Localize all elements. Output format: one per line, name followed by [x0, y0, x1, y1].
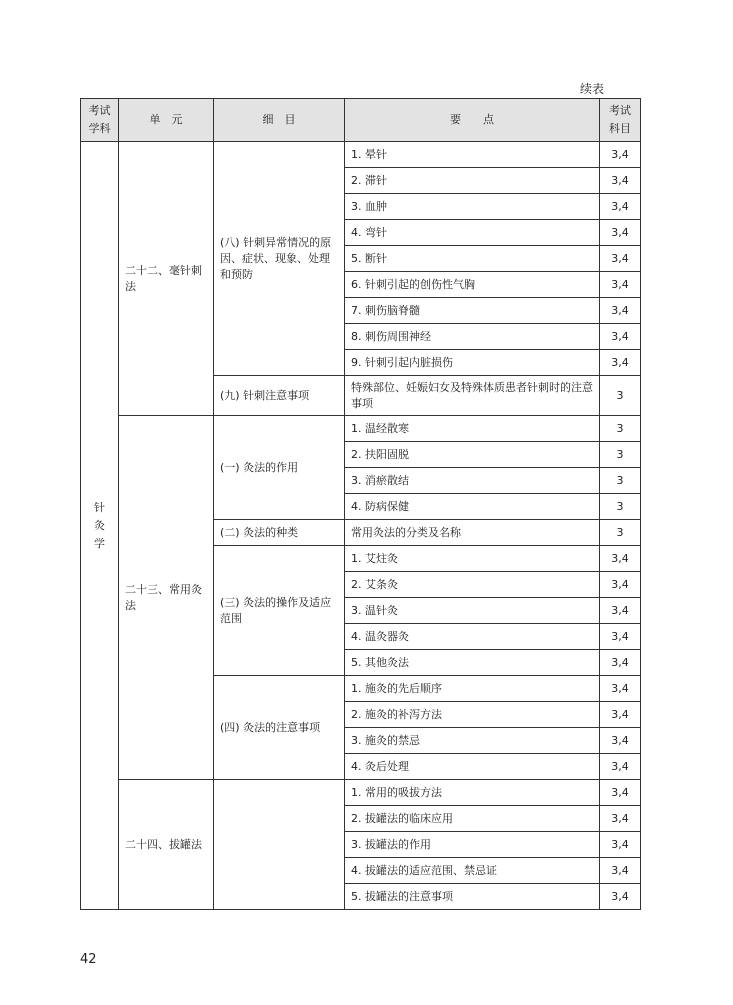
exam-cell: 3: [600, 376, 641, 416]
subject-label: 针灸学: [94, 500, 105, 550]
item-cell: (一) 灸法的作用: [214, 416, 345, 520]
point-cell: 2. 滞针: [345, 168, 600, 194]
exam-cell: 3,4: [600, 194, 641, 220]
exam-cell: 3,4: [600, 168, 641, 194]
exam-cell: 3,4: [600, 350, 641, 376]
syllabus-table: [80, 98, 641, 910]
table-header-row: [81, 99, 641, 142]
point-cell: 2. 施灸的补泻方法: [345, 702, 600, 728]
exam-cell: 3,4: [600, 220, 641, 246]
exam-cell: 3,4: [600, 806, 641, 832]
table-body: [81, 142, 641, 910]
unit-cell: 二十四、拔罐法: [119, 780, 214, 910]
subject-cell: [81, 142, 119, 910]
header-point: 要 点: [345, 99, 600, 142]
exam-cell: 3,4: [600, 832, 641, 858]
point-cell: 8. 刺伤周围神经: [345, 324, 600, 350]
exam-cell: 3: [600, 416, 641, 442]
exam-cell: 3,4: [600, 572, 641, 598]
page-number: 42: [80, 952, 97, 967]
header-subject: 考试学科: [81, 99, 119, 142]
item-cell: [214, 780, 345, 910]
point-cell: 4. 弯针: [345, 220, 600, 246]
point-cell: 2. 扶阳固脱: [345, 442, 600, 468]
point-cell: 2. 拔罐法的临床应用: [345, 806, 600, 832]
point-cell: 4. 温灸器灸: [345, 624, 600, 650]
item-cell: (二) 灸法的种类: [214, 520, 345, 546]
item-cell: (八) 针刺异常情况的原因、症状、现象、处理和预防: [214, 142, 345, 376]
exam-cell: 3,4: [600, 272, 641, 298]
point-cell: 5. 拔罐法的注意事项: [345, 884, 600, 910]
point-cell: 特殊部位、妊娠妇女及特殊体质患者针刺时的注意事项: [345, 376, 600, 416]
continued-label: 续表: [580, 82, 605, 96]
point-cell: 7. 刺伤脑脊髓: [345, 298, 600, 324]
exam-cell: 3,4: [600, 142, 641, 168]
exam-cell: 3,4: [600, 676, 641, 702]
exam-cell: 3: [600, 494, 641, 520]
point-cell: 5. 断针: [345, 246, 600, 272]
exam-cell: 3: [600, 520, 641, 546]
point-cell: 6. 针刺引起的创伤性气胸: [345, 272, 600, 298]
table-row: [81, 142, 641, 168]
point-cell: 4. 防病保健: [345, 494, 600, 520]
point-cell: 9. 针刺引起内脏损伤: [345, 350, 600, 376]
exam-cell: 3,4: [600, 246, 641, 272]
point-cell: 1. 艾炷灸: [345, 546, 600, 572]
exam-cell: 3,4: [600, 298, 641, 324]
point-cell: 5. 其他灸法: [345, 650, 600, 676]
point-cell: 1. 常用的吸拔方法: [345, 780, 600, 806]
exam-cell: 3,4: [600, 702, 641, 728]
exam-cell: 3,4: [600, 858, 641, 884]
point-cell: 3. 拔罐法的作用: [345, 832, 600, 858]
point-cell: 4. 灸后处理: [345, 754, 600, 780]
exam-cell: 3,4: [600, 780, 641, 806]
point-cell: 3. 血肿: [345, 194, 600, 220]
exam-cell: 3,4: [600, 624, 641, 650]
exam-cell: 3: [600, 468, 641, 494]
header-item: 细 目: [214, 99, 345, 142]
exam-cell: 3,4: [600, 650, 641, 676]
item-cell: (九) 针刺注意事项: [214, 376, 345, 416]
unit-cell: 二十三、常用灸法: [119, 416, 214, 780]
item-cell: (四) 灸法的注意事项: [214, 676, 345, 780]
item-cell: (三) 灸法的操作及适应范围: [214, 546, 345, 676]
point-cell: 1. 施灸的先后顺序: [345, 676, 600, 702]
point-cell: 常用灸法的分类及名称: [345, 520, 600, 546]
exam-cell: 3,4: [600, 884, 641, 910]
point-cell: 1. 晕针: [345, 142, 600, 168]
exam-cell: 3,4: [600, 324, 641, 350]
exam-cell: 3: [600, 442, 641, 468]
point-cell: 3. 温针灸: [345, 598, 600, 624]
unit-cell: 二十二、毫针刺法: [119, 142, 214, 416]
exam-cell: 3,4: [600, 754, 641, 780]
point-cell: 3. 消瘀散结: [345, 468, 600, 494]
exam-cell: 3,4: [600, 728, 641, 754]
point-cell: 3. 施灸的禁忌: [345, 728, 600, 754]
point-cell: 2. 艾条灸: [345, 572, 600, 598]
point-cell: 4. 拔罐法的适应范围、禁忌证: [345, 858, 600, 884]
exam-cell: 3,4: [600, 598, 641, 624]
table-row: [81, 416, 641, 442]
table-row: [81, 780, 641, 806]
header-unit: 单 元: [119, 99, 214, 142]
header-exam: 考试科目: [600, 99, 641, 142]
point-cell: 1. 温经散寒: [345, 416, 600, 442]
exam-cell: 3,4: [600, 546, 641, 572]
syllabus-table-wrap: [80, 98, 641, 910]
